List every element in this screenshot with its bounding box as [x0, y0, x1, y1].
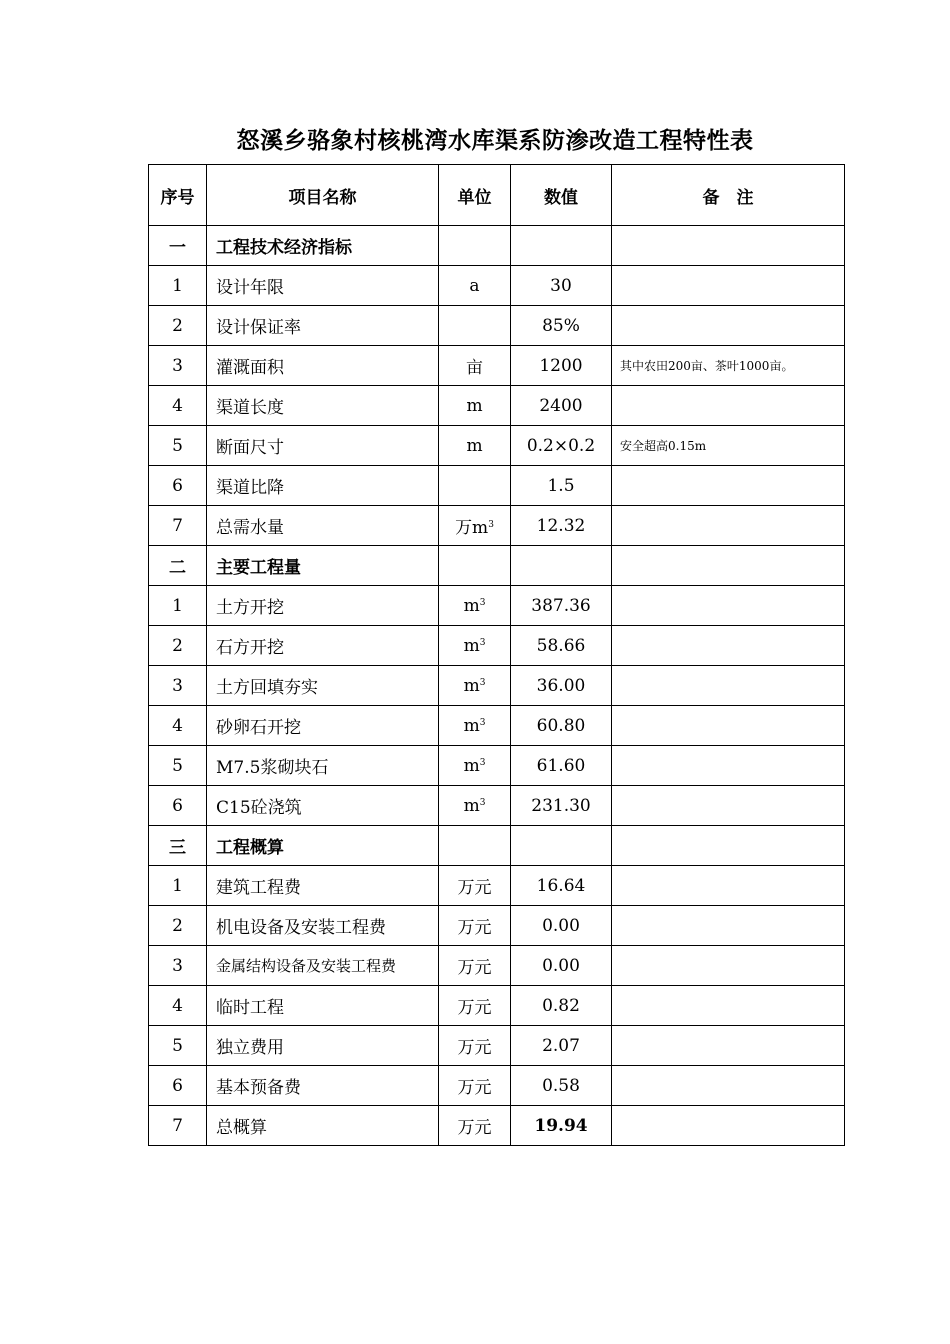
unit-cell	[439, 986, 511, 1026]
value-cell: 2400	[511, 386, 612, 426]
table-row	[149, 386, 845, 426]
unit-superscript: 3	[479, 797, 486, 808]
unit-cell	[439, 266, 511, 306]
header-value: 数值	[511, 165, 612, 226]
item-number: 6	[149, 1066, 207, 1106]
value-cell: 60.80	[511, 706, 612, 746]
item-name: 土方回填夯实	[207, 666, 439, 706]
note-cell	[612, 946, 845, 986]
unit-text: m	[463, 595, 480, 616]
note-cell	[612, 586, 845, 626]
table-row	[149, 266, 845, 306]
note-cell	[612, 1106, 845, 1146]
item-name: 机电设备及安装工程费	[207, 906, 439, 946]
table-row	[149, 946, 845, 986]
unit-cell	[439, 1066, 511, 1106]
item-name: 总需水量	[207, 506, 439, 546]
section-title: 工程概算	[207, 826, 439, 866]
item-name: 渠道长度	[207, 386, 439, 426]
note-cell	[612, 746, 845, 786]
value-cell: 1200	[511, 346, 612, 386]
section-number: 三	[149, 826, 207, 866]
section-number: 二	[149, 546, 207, 586]
item-name: 石方开挖	[207, 626, 439, 666]
item-number: 1	[149, 866, 207, 906]
item-number: 4	[149, 706, 207, 746]
item-name: 金属结构设备及安装工程费	[207, 946, 439, 986]
unit-cell	[439, 386, 511, 426]
table-row	[149, 786, 845, 826]
unit-text: m	[463, 675, 480, 696]
item-name: 渠道比降	[207, 466, 439, 506]
value-cell: 2.07	[511, 1026, 612, 1066]
unit-text: 万元	[457, 998, 492, 1018]
item-number: 6	[149, 466, 207, 506]
unit-text: 万元	[457, 1038, 492, 1058]
note-cell	[612, 866, 845, 906]
unit-cell	[439, 746, 511, 786]
section-row	[149, 826, 845, 866]
value-cell: 0.00	[511, 906, 612, 946]
table-row	[149, 426, 845, 466]
item-name: 灌溉面积	[207, 346, 439, 386]
note-cell	[612, 826, 845, 866]
table-row	[149, 1106, 845, 1146]
table-row	[149, 506, 845, 546]
item-name: 砂卵石开挖	[207, 706, 439, 746]
unit-text: a	[469, 275, 480, 296]
note-cell	[612, 266, 845, 306]
unit-cell	[439, 1026, 511, 1066]
note-cell	[612, 706, 845, 746]
value-cell: 0.58	[511, 1066, 612, 1106]
item-number: 5	[149, 426, 207, 466]
section-title: 主要工程量	[207, 546, 439, 586]
item-name: 总概算	[207, 1106, 439, 1146]
unit-text: 万元	[457, 958, 492, 978]
unit-text: 万元	[457, 918, 492, 938]
table-row	[149, 866, 845, 906]
value-cell: 58.66	[511, 626, 612, 666]
note-cell	[612, 1066, 845, 1106]
item-name: C15砼浇筑	[207, 786, 439, 826]
section-row	[149, 226, 845, 266]
header-note: 备 注	[612, 165, 845, 226]
unit-superscript: 3	[479, 757, 486, 768]
value-cell: 36.00	[511, 666, 612, 706]
value-cell: 61.60	[511, 746, 612, 786]
item-number: 7	[149, 506, 207, 546]
table-row	[149, 906, 845, 946]
note-cell	[612, 666, 845, 706]
section-number: 一	[149, 226, 207, 266]
note-cell	[612, 226, 845, 266]
value-cell: 12.32	[511, 506, 612, 546]
section-title: 工程技术经济指标	[207, 226, 439, 266]
unit-cell	[439, 226, 511, 266]
item-number: 2	[149, 906, 207, 946]
note-cell	[612, 306, 845, 346]
value-cell	[511, 826, 612, 866]
value-cell: 30	[511, 266, 612, 306]
item-number: 3	[149, 346, 207, 386]
header-unit: 单位	[439, 165, 511, 226]
table-row	[149, 1026, 845, 1066]
note-cell	[612, 1026, 845, 1066]
item-number: 6	[149, 786, 207, 826]
item-number: 7	[149, 1106, 207, 1146]
value-cell	[511, 546, 612, 586]
unit-cell	[439, 586, 511, 626]
unit-cell	[439, 306, 511, 346]
unit-cell	[439, 346, 511, 386]
unit-cell	[439, 426, 511, 466]
unit-text: m	[463, 635, 480, 656]
unit-superscript: 3	[488, 520, 494, 530]
item-name: 断面尺寸	[207, 426, 439, 466]
note-cell	[612, 786, 845, 826]
note-cell: 安全超高0.15m	[612, 426, 845, 466]
table-row	[149, 986, 845, 1026]
table-row	[149, 666, 845, 706]
unit-text: m	[466, 395, 483, 416]
unit-text: 万元	[457, 878, 492, 898]
value-cell: 85%	[511, 306, 612, 346]
item-name: 临时工程	[207, 986, 439, 1026]
item-name: 基本预备费	[207, 1066, 439, 1106]
item-number: 1	[149, 266, 207, 306]
note-cell	[612, 986, 845, 1026]
note-cell	[612, 546, 845, 586]
value-cell: 16.64	[511, 866, 612, 906]
unit-cell	[439, 666, 511, 706]
item-name: 设计年限	[207, 266, 439, 306]
unit-superscript: 3	[479, 677, 486, 688]
item-name: 设计保证率	[207, 306, 439, 346]
table-row	[149, 626, 845, 666]
unit-text: 万元	[457, 1078, 492, 1098]
value-cell: 0.82	[511, 986, 612, 1026]
unit-cell	[439, 906, 511, 946]
unit-text: 万元	[457, 1118, 492, 1138]
table-row	[149, 306, 845, 346]
unit-superscript: 3	[479, 597, 486, 608]
unit-text: m	[463, 795, 480, 816]
item-number: 3	[149, 666, 207, 706]
note-cell	[612, 906, 845, 946]
item-number: 3	[149, 946, 207, 986]
note-cell	[612, 506, 845, 546]
note-cell	[612, 386, 845, 426]
unit-cell	[439, 786, 511, 826]
page-title: 怒溪乡骆象村核桃湾水库渠系防渗改造工程特性表	[236, 128, 754, 154]
item-number: 4	[149, 386, 207, 426]
unit-text: m	[463, 715, 480, 736]
unit-text: m	[466, 435, 483, 456]
unit-cell	[439, 1106, 511, 1146]
note-cell: 其中农田200亩、茶叶1000亩。	[612, 346, 845, 386]
section-row	[149, 546, 845, 586]
unit-cell	[439, 466, 511, 506]
table-row	[149, 346, 845, 386]
table-body	[149, 226, 845, 1146]
unit-cell	[439, 866, 511, 906]
value-cell: 0.00	[511, 946, 612, 986]
header-name: 项目名称	[207, 165, 439, 226]
value-cell: 231.30	[511, 786, 612, 826]
item-name: 建筑工程费	[207, 866, 439, 906]
note-cell	[612, 466, 845, 506]
value-cell	[511, 226, 612, 266]
item-number: 4	[149, 986, 207, 1026]
unit-superscript: 3	[479, 717, 486, 728]
value-cell: 1.5	[511, 466, 612, 506]
item-name: M7.5浆砌块石	[207, 746, 439, 786]
item-name: 土方开挖	[207, 586, 439, 626]
item-number: 1	[149, 586, 207, 626]
unit-text: 万m	[455, 518, 489, 538]
header-no: 序号	[149, 165, 207, 226]
table-row	[149, 706, 845, 746]
unit-text: 亩	[466, 358, 483, 378]
item-name: 独立费用	[207, 1026, 439, 1066]
item-number: 2	[149, 306, 207, 346]
item-number: 2	[149, 626, 207, 666]
unit-cell	[439, 826, 511, 866]
table-row	[149, 746, 845, 786]
item-number: 5	[149, 746, 207, 786]
table-row	[149, 466, 845, 506]
unit-cell	[439, 706, 511, 746]
header-row	[149, 165, 845, 226]
unit-cell	[439, 626, 511, 666]
item-number: 5	[149, 1026, 207, 1066]
note-cell	[612, 626, 845, 666]
unit-cell	[439, 546, 511, 586]
value-cell: 0.2×0.2	[511, 426, 612, 466]
value-cell: 387.36	[511, 586, 612, 626]
unit-superscript: 3	[479, 637, 486, 648]
table-row	[149, 1066, 845, 1106]
value-cell: 19.94	[511, 1106, 612, 1146]
unit-cell	[439, 506, 511, 546]
unit-text: m	[463, 755, 480, 776]
spec-table	[148, 164, 845, 1146]
table-row	[149, 586, 845, 626]
unit-cell	[439, 946, 511, 986]
